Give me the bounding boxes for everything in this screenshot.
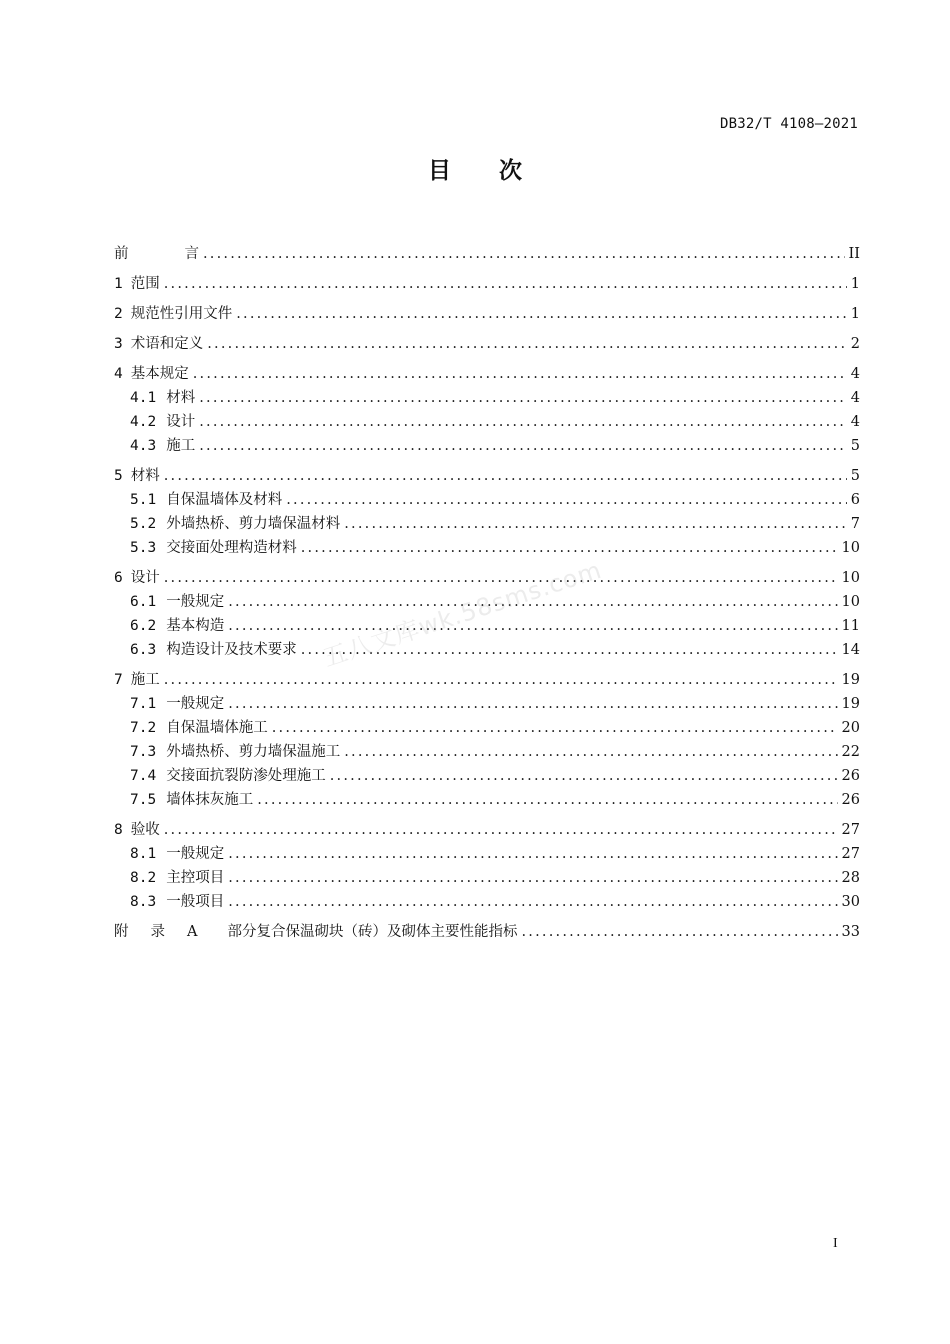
toc-page-number: 27	[841, 822, 860, 838]
toc-label: 设计	[166, 414, 196, 430]
toc-page-number: 4	[850, 414, 860, 430]
toc-label: 验收	[130, 822, 160, 838]
toc-subentry[interactable]	[114, 534, 860, 558]
toc-page-number: 5	[850, 438, 860, 454]
toc-label-preface-b: 言	[184, 246, 199, 262]
toc-subentry[interactable]	[114, 888, 860, 912]
toc-label: 材料	[166, 390, 196, 406]
toc-number: 6.3	[130, 642, 157, 658]
toc-leader-dots	[164, 670, 838, 690]
appendix-word-1: 附	[114, 924, 129, 940]
toc-number: 2	[114, 306, 123, 322]
page-number: I	[833, 1236, 838, 1251]
toc-page-number: 26	[841, 768, 860, 784]
toc-leader-dots	[521, 922, 837, 942]
toc-subentry[interactable]	[114, 690, 860, 714]
toc-leader-dots	[228, 694, 837, 714]
toc-page-number: 4	[850, 366, 860, 382]
toc-number: 5.2	[130, 516, 157, 532]
toc-label: 施工	[130, 672, 160, 688]
toc-number: 3	[114, 336, 123, 352]
toc-number: 4.3	[130, 438, 157, 454]
toc-page-number: 22	[841, 744, 860, 760]
toc-page-number: 7	[850, 516, 860, 532]
toc-label: 自保温墙体施工	[166, 720, 268, 736]
toc-label-preface-a: 前	[114, 246, 129, 262]
toc-label: 墙体抹灰施工	[166, 792, 254, 808]
toc-number: 5.1	[130, 492, 157, 508]
toc-label: 基本构造	[166, 618, 225, 634]
document-number: DB32/T 4108—2021	[719, 116, 858, 132]
toc-number: 4.2	[130, 414, 157, 430]
toc-page-number: 5	[850, 468, 860, 484]
toc-leader-dots	[199, 412, 847, 432]
toc-leader-dots	[203, 244, 845, 264]
toc-number: 8.1	[130, 846, 157, 862]
toc-page-number: II	[848, 246, 860, 262]
toc-number: 7.4	[130, 768, 157, 784]
toc-subentry[interactable]	[114, 510, 860, 534]
toc-subentry[interactable]	[114, 864, 860, 888]
toc-label: 外墙热桥、剪力墙保温材料	[166, 516, 341, 532]
toc-number: 8	[114, 822, 123, 838]
toc-label: 一般规定	[166, 696, 225, 712]
toc-label: 基本规定	[130, 366, 189, 382]
toc-label: 交接面抗裂防渗处理施工	[166, 768, 326, 784]
title-char-1: 目	[427, 158, 451, 184]
toc-number: 8.2	[130, 870, 157, 886]
toc-page-number: 2	[850, 336, 860, 352]
toc-page-number: 11	[841, 618, 860, 634]
toc-leader-dots	[228, 892, 837, 912]
toc-entry[interactable]	[114, 270, 860, 294]
toc-leader-dots	[236, 304, 847, 324]
toc-entry[interactable]	[114, 462, 860, 486]
toc-number: 1	[114, 276, 123, 292]
toc-number: 5.3	[130, 540, 157, 556]
toc-leader-dots	[199, 436, 847, 456]
toc-number: 7.5	[130, 792, 157, 808]
toc-label: 一般规定	[166, 846, 225, 862]
toc-number: 7.3	[130, 744, 157, 760]
toc-page-number: 27	[841, 846, 860, 862]
toc-label: 规范性引用文件	[130, 306, 233, 322]
toc-leader-dots	[207, 334, 847, 354]
toc-page-number: 19	[841, 672, 860, 688]
toc-subentry[interactable]	[114, 384, 860, 408]
toc-subentry[interactable]	[114, 762, 860, 786]
appendix-word-2: 录	[150, 924, 165, 940]
toc-entry[interactable]	[114, 666, 860, 690]
toc-leader-dots	[164, 274, 847, 294]
toc-leader-dots	[228, 868, 837, 888]
toc-number: 6	[114, 570, 123, 586]
toc-subentry[interactable]	[114, 738, 860, 762]
toc-page-number: 26	[841, 792, 860, 808]
toc-label: 主控项目	[166, 870, 225, 886]
toc-page-number: 19	[841, 696, 860, 712]
toc-leader-dots	[301, 538, 838, 558]
toc-leader-dots	[344, 742, 837, 762]
toc-number: 7	[114, 672, 123, 688]
toc-page-number: 30	[841, 894, 860, 910]
toc-leader-dots	[193, 364, 847, 384]
toc-label-appendix: 部分复合保温砌块（砖）及砌体主要性能指标	[227, 924, 518, 940]
toc-subentry[interactable]	[114, 840, 860, 864]
toc-page-number: 1	[850, 276, 860, 292]
toc-number: 6.1	[130, 594, 157, 610]
title-char-2: 次	[499, 158, 522, 184]
toc-page-number: 10	[841, 594, 860, 610]
toc-page-number: 1	[850, 306, 860, 322]
toc-leader-dots	[330, 766, 838, 786]
toc-leader-dots	[257, 790, 837, 810]
toc-leader-dots	[228, 844, 837, 864]
toc-subentry[interactable]	[114, 486, 860, 510]
toc-label: 交接面处理构造材料	[166, 540, 297, 556]
toc-number: 8.3	[130, 894, 157, 910]
toc-page-number: 33	[841, 924, 860, 940]
toc-subentry[interactable]	[114, 636, 860, 660]
toc-label: 一般规定	[166, 594, 225, 610]
toc-label: 材料	[130, 468, 160, 484]
toc-entry-appendix[interactable]	[114, 918, 860, 942]
watermark: 五八文库wk.58sms.com	[319, 555, 606, 673]
toc-number: 4	[114, 366, 123, 382]
toc-entry[interactable]	[114, 300, 860, 324]
toc-leader-dots	[272, 718, 838, 738]
toc-entry-preface[interactable]	[114, 240, 860, 264]
toc-leader-dots	[344, 514, 847, 534]
toc-number: 7.1	[130, 696, 157, 712]
toc-label: 设计	[130, 570, 160, 586]
toc-entry[interactable]	[114, 360, 860, 384]
toc-number: 4.1	[130, 390, 157, 406]
toc-leader-dots	[164, 466, 847, 486]
toc-label: 一般项目	[166, 894, 225, 910]
toc-entry[interactable]	[114, 816, 860, 840]
toc-page-number: 10	[841, 570, 860, 586]
toc-leader-dots	[164, 820, 838, 840]
page-title	[0, 152, 950, 185]
toc-number: 5	[114, 468, 123, 484]
toc-subentry[interactable]	[114, 432, 860, 456]
toc-label: 术语和定义	[130, 336, 204, 352]
toc-number: 6.2	[130, 618, 157, 634]
toc-label: 自保温墙体及材料	[166, 492, 283, 508]
toc-page-number: 14	[841, 642, 860, 658]
toc-leader-dots	[199, 388, 847, 408]
toc-subentry[interactable]	[114, 714, 860, 738]
toc-page-number: 20	[841, 720, 860, 736]
toc-number: 7.2	[130, 720, 157, 736]
toc-label: 构造设计及技术要求	[166, 642, 297, 658]
toc-subentry[interactable]	[114, 786, 860, 810]
toc-leader-dots	[228, 616, 837, 636]
toc-page-number: 10	[841, 540, 860, 556]
toc-label: 外墙热桥、剪力墙保温施工	[166, 744, 341, 760]
toc-label: 范围	[130, 276, 160, 292]
appendix-letter: A	[187, 924, 198, 940]
toc-page-number: 28	[841, 870, 860, 886]
toc-page-number: 6	[850, 492, 860, 508]
toc-leader-dots	[286, 490, 847, 510]
toc-entry[interactable]	[114, 330, 860, 354]
toc-label: 施工	[166, 438, 196, 454]
toc-page-number: 4	[850, 390, 860, 406]
toc-subentry[interactable]	[114, 408, 860, 432]
